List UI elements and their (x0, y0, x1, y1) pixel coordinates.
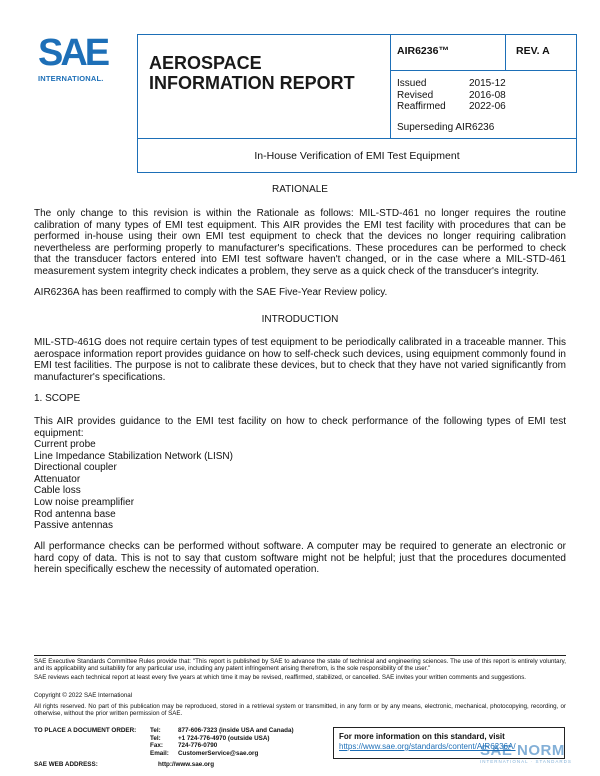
dates-block (391, 71, 576, 138)
revision-label: REV. A (506, 35, 576, 71)
watermark-logo (480, 742, 598, 774)
footer-divider (34, 655, 566, 656)
rationale-heading: RATIONALE (272, 184, 328, 195)
list-item: Low noise preamplifier (34, 496, 135, 508)
phone-us: 877-606-7323 (inside USA and Canada) (178, 727, 294, 734)
web-label: SAE WEB ADDRESS: (34, 761, 98, 768)
copyright-note: Copyright © 2022 SAE International (34, 692, 133, 699)
more-info-title: For more information on this standard, visit (339, 732, 505, 741)
document-subtitle: In-House Verification of EMI Test Equipment (137, 139, 577, 173)
report-type-title: AEROSPACE INFORMATION REPORT (149, 53, 355, 93)
phone-intl: +1 724-776-4970 (outside USA) (178, 734, 270, 742)
introduction-heading: INTRODUCTION (261, 314, 339, 325)
email-address[interactable]: CustomerService@sae.org (178, 749, 259, 757)
order-contacts: TO PLACE A DOCUMENT ORDER: Tel: 877-606-7323 (inside USA and Canada) Tel: +1 724-776-4970 (outside USA) Fax: 724-776-0790 Email: CustomerService@sae.org (34, 727, 294, 757)
list-item: Attenuator (34, 473, 81, 485)
date-issued: Issued 2015-12 (397, 78, 506, 89)
list-item: Rod antenna base (34, 508, 116, 520)
standard-url-link[interactable]: https://www.sae.org/standards/content/AIR6236A/ (339, 742, 516, 751)
list-item: Passive antennas (34, 520, 113, 532)
rationale-paragraph: The only change to this revision is within the Rationale as follows: MIL-STD-461 no longer requires the routine calibration of many types of EMI test equipment. This AIR provides the EMI test facility with procedures that can be performed in-house using their own EMI test equipment to check that the devices no longer requiring calibration nevertheless are performing properly to manufacturer's specifications. These procedures can be performed to check that the transducer factors entered into EMI test software haven't changed, or in the case where a MIL-STD-461 measurement system integrity check indicates a problem, they serve as a quick check of the transducer's integrity. (34, 208, 566, 277)
document-number: AIR6236™ (391, 35, 506, 71)
scope-paragraph: This AIR provides guidance to the EMI test facility on how to check performance of the following types of EMI test equipment: (34, 416, 566, 439)
equipment-list (34, 439, 566, 532)
order-label: TO PLACE A DOCUMENT ORDER: (34, 727, 137, 734)
software-paragraph: All performance checks can be performed without software. A computer may be required to generate an electronic or hard copy of data. This is not to say that custom software might not be helpful; just that the procedures documented herein specifically eschew the necessity of automated operation. (34, 541, 566, 576)
watermark-subtext: INTERNATIONAL · STANDARDS (480, 759, 572, 764)
web-address-row (34, 761, 214, 768)
logo-subtext: INTERNATIONAL. (38, 74, 104, 83)
document-header (137, 34, 577, 139)
reaffirmed-paragraph: AIR6236A has been reaffirmed to comply with the SAE Five-Year Review policy. (34, 287, 388, 298)
logo-text: SAE (38, 32, 108, 74)
committee-rules-note: SAE Executive Standards Committee Rules provide that: "This report is published by SAE to advance the state of technical and engineering sciences. The use of this report is entirely voluntary, and its applicability and suitability for any particular use, including any patent infringement arising therefrom, is the sole responsibility of the user." (34, 658, 566, 673)
review-note: SAE reviews each technical report at least every five years at which time it may be revised, reaffirmed, stabilized, or cancelled. SAE invites your written comments and suggestions. (34, 674, 527, 681)
superseding-note: Superseding AIR6236 (397, 121, 495, 133)
date-revised: Revised 2016-08 (397, 89, 506, 101)
scope-heading: 1. SCOPE (34, 393, 81, 404)
title-cell (138, 35, 391, 138)
list-item: Directional coupler (34, 462, 117, 474)
list-item: Line Impedance Stabilization Network (LISN) (34, 450, 233, 462)
sae-logo (38, 34, 134, 84)
introduction-paragraph: MIL-STD-461G does not require certain types of test equipment to be periodically calibrated in a traceable manner. This aerospace information report provides guidance on how to self-check such devices, using equipment commonly found in EMI test facilities. The purpose is not to calibrate these devices, but to check that they have not varied significantly from manufacturer's specifications. (34, 337, 566, 383)
list-item: Current probe (34, 439, 96, 450)
watermark-text: SAE NORM (480, 742, 565, 759)
date-reaffirmed: Reaffirmed 2022-06 (397, 101, 506, 112)
fax-number: 724-776-0790 (178, 742, 218, 749)
web-address-link[interactable]: http://www.sae.org (158, 761, 215, 768)
list-item: Cable loss (34, 485, 81, 497)
rights-note: All rights reserved. No part of this publication may be reproduced, stored in a retrieval system or transmitted, in any form or by any means, electronic, mechanical, photocopying, recording, or otherwise, without the prior written permission of SAE. (34, 703, 566, 718)
